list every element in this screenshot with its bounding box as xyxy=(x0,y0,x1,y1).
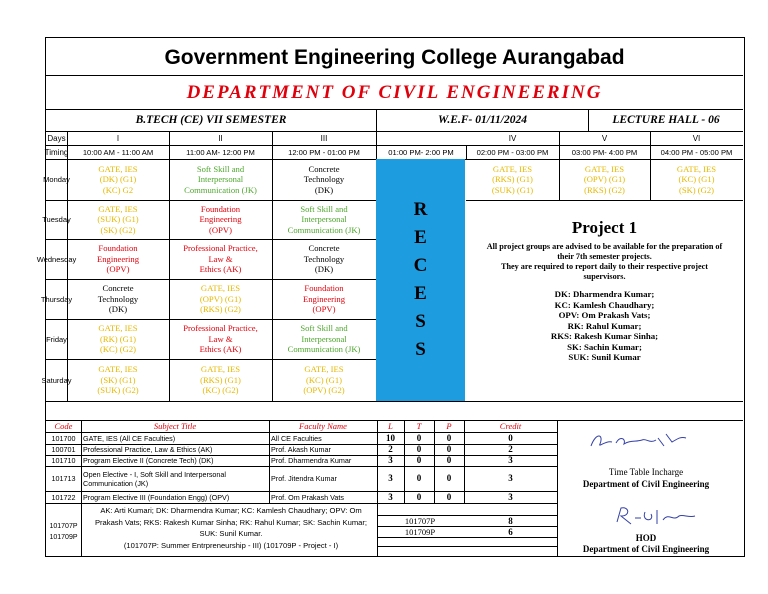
class-cell-line: Soft Skill and xyxy=(300,203,348,214)
course-credit: 3 xyxy=(508,491,513,502)
class-cell-line: Foundation xyxy=(98,243,138,254)
project-notice xyxy=(466,198,743,401)
class-cell xyxy=(67,319,169,359)
supervisor-line: RKS: Rakesh Kumar Sinha; xyxy=(550,331,659,341)
class-cell-line: Interpersonal xyxy=(301,333,347,344)
course-credit: 2 xyxy=(508,444,513,454)
project-code: 101707P xyxy=(49,523,78,530)
class-cell-line: (RKS) (G2) xyxy=(200,304,241,315)
timing-header: 03:00 PM- 4:00 PM xyxy=(571,148,638,157)
recess-letter: R xyxy=(413,199,428,220)
period-header: III xyxy=(320,134,328,143)
timing-header: 01:00 PM- 2:00 PM xyxy=(388,148,454,157)
class-cell xyxy=(169,319,272,359)
class-cell-line: GATE, IES xyxy=(584,163,625,174)
class-cell-line: Professional Practice, xyxy=(183,323,258,334)
abbreviation-note: (101707P: Summer Entrpreneurship - III) (101709P - Project - I) xyxy=(123,540,339,550)
class-cell-line: Communication (JK) xyxy=(287,224,361,235)
class-cell-line: (RK) (G1) xyxy=(99,333,137,344)
project-code-right: 101707P xyxy=(404,516,436,526)
class-cell xyxy=(272,200,376,239)
class-cell-line: (OPV) xyxy=(106,264,130,275)
hod-dept: Department of Civil Engineering xyxy=(582,544,710,554)
recess-letter: E xyxy=(414,283,427,304)
course-t: 0 xyxy=(416,433,422,443)
class-cell xyxy=(67,359,169,401)
course-subject: Open Elective - I, Soft Skill and Interpersonal Communication (JK) xyxy=(83,469,227,488)
recess-column xyxy=(376,159,465,401)
day-label: Thursday xyxy=(40,294,73,304)
course-l: 2 xyxy=(388,444,393,454)
abbreviation-block xyxy=(83,505,379,557)
supervisor-line: DK: Dharmendra Kumar; xyxy=(554,289,655,299)
course-p: 0 xyxy=(446,473,452,483)
class-cell xyxy=(169,239,272,279)
wef-label: W.E.F- 01/11/2024 xyxy=(438,114,527,126)
course-header-code: Code xyxy=(54,421,73,431)
class-cell-line: Communication (JK) xyxy=(184,184,257,195)
class-cell-line: (SUK) (G1) xyxy=(491,184,534,195)
incharge-dept: Department of Civil Engineering xyxy=(582,479,710,489)
class-cell-line: (KC) (G1) xyxy=(678,174,715,185)
class-cell-line: (OPV) (G1) xyxy=(199,293,242,304)
class-cell-line: GATE, IES xyxy=(98,364,138,375)
timing-header: 10:00 AM - 11:00 AM xyxy=(82,148,154,157)
timing-header: 04:00 PM - 05:00 PM xyxy=(660,148,733,157)
course-l: 10 xyxy=(386,433,395,443)
class-cell-line: (DK) xyxy=(108,304,128,315)
class-cell-line: (SK) (G1) xyxy=(100,374,136,385)
project-title: Project 1 xyxy=(571,218,638,237)
recess-letter: S xyxy=(415,339,426,360)
timing-header: 12:00 PM - 01:00 PM xyxy=(288,148,360,157)
course-code: 101722 xyxy=(51,492,76,502)
course-t: 0 xyxy=(416,444,422,454)
course-credit: 3 xyxy=(508,455,513,465)
course-p: 0 xyxy=(446,455,452,465)
class-cell-line: (SUK) (G1) xyxy=(97,214,139,225)
hod-signature xyxy=(611,504,701,528)
timing-label: Timing xyxy=(44,148,69,157)
day-label: Monday xyxy=(43,175,70,184)
class-cell xyxy=(272,319,376,359)
supervisor-line: SUK: Sunil Kumar xyxy=(568,352,641,362)
class-cell-line: Soft Skill and xyxy=(300,323,348,334)
period-header: II xyxy=(218,134,223,143)
class-cell-line: Communication (JK) xyxy=(287,344,361,355)
class-cell-line: Concrete xyxy=(308,163,340,174)
class-cell xyxy=(67,279,169,319)
class-cell-line: Technology xyxy=(303,253,345,264)
class-cell-line: GATE, IES xyxy=(98,163,138,174)
class-cell-line: (KC) (G2) xyxy=(99,344,137,355)
course-l: 3 xyxy=(388,455,393,465)
supervisor-line: OPV: Om Prakash Vats; xyxy=(558,310,651,320)
class-cell xyxy=(272,159,376,200)
course-p: 0 xyxy=(446,491,452,502)
project-line: their 7th semester projects. xyxy=(557,252,652,261)
course-code: 101713 xyxy=(51,474,76,483)
course-t: 0 xyxy=(416,473,422,483)
class-cell-line: GATE, IES xyxy=(98,203,138,214)
course-code: 100701 xyxy=(51,445,76,454)
class-cell-line: (OPV) (G1) xyxy=(583,174,626,185)
class-cell-line: Foundation xyxy=(304,283,344,294)
class-cell-line: GATE, IES xyxy=(200,283,241,294)
period-header: I xyxy=(116,134,120,143)
course-subject: GATE, IES (All CE Faculties) xyxy=(83,434,176,443)
project-credit: 6 xyxy=(508,527,513,537)
class-cell-line: GATE, IES xyxy=(200,364,241,375)
day-label: Wednesday xyxy=(36,254,77,264)
class-cell xyxy=(466,159,559,200)
hall-label: LECTURE HALL - 06 xyxy=(612,114,720,126)
course-faculty: Prof. Jitendra Kumar xyxy=(271,474,337,483)
class-cell-line: Ethics (AK) xyxy=(199,344,242,355)
days-label: Days xyxy=(47,134,66,143)
course-header-p: P xyxy=(446,421,452,431)
day-label: Saturday xyxy=(41,375,72,385)
class-cell-line: Ethics (AK) xyxy=(199,264,242,275)
class-cell-line: (OPV) xyxy=(312,304,336,315)
recess-letter: E xyxy=(414,227,427,248)
period-header: VI xyxy=(692,134,701,143)
course-l: 3 xyxy=(388,473,393,483)
class-cell-line: (SUK) (G2) xyxy=(97,385,139,396)
project-credit: 8 xyxy=(508,516,513,526)
course-credit: 3 xyxy=(508,473,513,483)
class-cell-line: GATE, IES xyxy=(98,323,138,334)
class-cell xyxy=(272,279,376,319)
class-cell-line: Law & xyxy=(208,333,233,344)
class-cell-line: Concrete xyxy=(102,283,134,294)
abbreviation-line: AK: Arti Kumari; DK: Dharmendra Kumar; KC: Kamlesh Chaudhary; OPV: Om xyxy=(100,506,362,515)
class-cell xyxy=(169,359,272,401)
class-cell-line: (RKS) (G2) xyxy=(584,184,625,195)
course-faculty: All CE Faculties xyxy=(271,434,322,443)
project-line: All project groups are advised to be available for the preparation of xyxy=(486,242,723,251)
course-code: 101710 xyxy=(51,456,76,465)
course-header-credit: Credit xyxy=(499,421,522,431)
supervisor-line: KC: Kamlesh Chaudhary; xyxy=(554,299,655,310)
class-cell-line: Concrete xyxy=(308,243,340,254)
course-header-subject: Subject Title xyxy=(153,421,197,431)
course-l: 3 xyxy=(388,491,393,502)
class-cell-line: Foundation xyxy=(200,203,241,214)
class-cell-line: (DK) (G1) xyxy=(99,174,137,185)
class-cell-line: Interpersonal xyxy=(301,214,347,225)
incharge-title: Time Table Incharge xyxy=(608,467,684,477)
class-cell-line: Law & xyxy=(208,253,233,264)
class-cell-line: Engineering xyxy=(199,214,242,225)
course-subject: Program Elective III (Foundation Engg) (OPV) xyxy=(83,492,230,502)
course-subject: Professional Practice, Law & Ethics (AK) xyxy=(83,445,213,454)
timetable-sheet xyxy=(36,37,745,557)
college-title: Government Engineering College Aurangabad xyxy=(164,45,625,69)
class-cell-line: (DK) xyxy=(314,264,334,275)
class-cell-line: GATE, IES xyxy=(676,163,717,174)
course-p: 0 xyxy=(446,433,452,443)
course-code: 101700 xyxy=(51,434,76,443)
class-cell-line: (SK) (G2) xyxy=(678,184,715,195)
class-cell-line: Professional Practice, xyxy=(183,243,258,254)
class-cell-line: (SK) (G2) xyxy=(100,224,136,235)
class-cell xyxy=(67,159,169,200)
incharge-signature xyxy=(586,428,696,454)
day-label: Friday xyxy=(46,334,67,344)
class-cell-line: Engineering xyxy=(97,253,139,264)
abbreviation-line: Prakash Vats; RKS: Rakesh Kumar Sinha; RK: Rahul Kumar; SK: Sachin Kumar; xyxy=(94,517,368,527)
class-cell xyxy=(272,239,376,279)
course-t: 0 xyxy=(416,491,422,502)
course-faculty: Prof. Om Prakash Vats xyxy=(271,492,344,502)
period-header: IV xyxy=(508,134,517,143)
class-cell xyxy=(650,159,743,200)
abbreviation-line: SUK: Sunil Kumar. xyxy=(199,529,263,538)
semester-label: B.TECH (CE) VII SEMESTER xyxy=(135,114,287,126)
class-cell-line: (KC) G2 xyxy=(102,184,134,195)
course-faculty: Prof. Akash Kumar xyxy=(271,445,331,454)
course-t: 0 xyxy=(416,455,422,465)
class-cell-line: Technology xyxy=(97,293,139,304)
class-cell-line: (DK) xyxy=(314,184,334,195)
supervisor-line: SK: Sachin Kumar; xyxy=(567,341,642,352)
class-cell xyxy=(169,279,272,319)
class-cell-line: Technology xyxy=(303,174,345,185)
class-cell-line: (KC) (G1) xyxy=(305,374,343,385)
class-cell-line: Soft Skill and xyxy=(196,163,245,174)
course-faculty: Prof. Dharmendra Kumar xyxy=(271,456,352,465)
department-title: DEPARTMENT OF CIVIL ENGINEERING xyxy=(186,81,603,103)
course-p: 0 xyxy=(446,444,452,454)
timing-header: 02:00 PM - 03:00 PM xyxy=(476,148,549,157)
class-cell-line: Interpersonal xyxy=(197,174,244,185)
timing-header: 11:00 AM- 12:00 PM xyxy=(186,148,255,157)
class-cell xyxy=(67,239,169,279)
project-code-right: 101709P xyxy=(404,527,436,537)
day-label: Tuesday xyxy=(42,215,71,224)
class-cell xyxy=(169,200,272,239)
period-header: V xyxy=(601,134,608,143)
class-cell-line: (OPV) xyxy=(209,224,232,235)
class-cell xyxy=(559,159,650,200)
project-line: They are required to report daily to their respective project xyxy=(501,262,708,271)
course-header-faculty: Faculty Name xyxy=(299,421,347,431)
class-cell-line: (OPV) (G2) xyxy=(303,385,345,396)
class-cell-line: Engineering xyxy=(303,293,345,304)
recess-letter: S xyxy=(415,311,426,332)
project-code: 101709P xyxy=(49,534,78,541)
hod-title: HOD xyxy=(635,533,657,543)
course-subject: Program Elective II (Concrete Tech) (DK) xyxy=(83,456,214,465)
class-cell-line: (KC) (G2) xyxy=(202,385,239,396)
course-header-l: L xyxy=(388,421,393,431)
class-cell xyxy=(169,159,272,200)
class-cell-line: (RKS) (G1) xyxy=(200,374,241,385)
course-credit: 0 xyxy=(508,433,513,443)
class-cell-line: GATE, IES xyxy=(492,163,533,174)
recess-letter: C xyxy=(413,255,428,276)
class-cell-line: GATE, IES xyxy=(304,364,344,375)
project-line: supervisors. xyxy=(583,272,626,281)
course-header-t: T xyxy=(416,421,422,431)
class-cell-line: (RKS) (G1) xyxy=(492,174,533,185)
class-cell xyxy=(67,200,169,239)
class-cell xyxy=(272,359,376,401)
supervisor-line: RK: Rahul Kumar; xyxy=(567,320,642,331)
